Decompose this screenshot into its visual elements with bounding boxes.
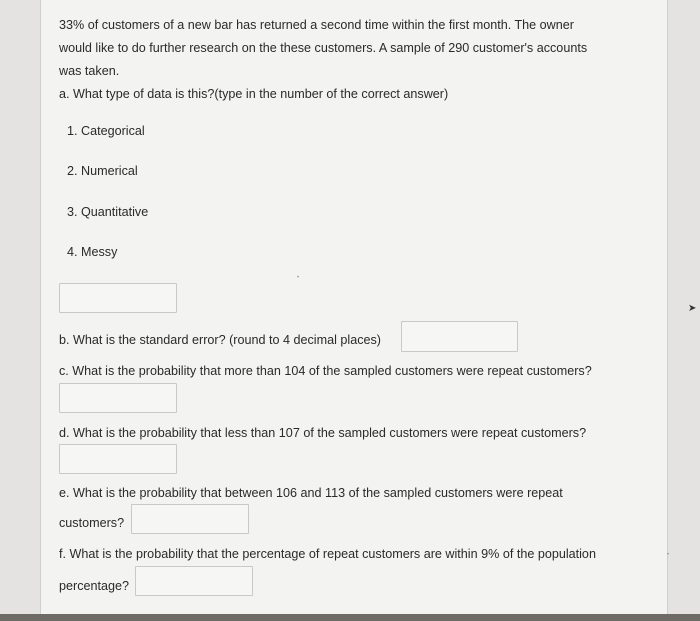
question-f-line-2: percentage?: [59, 579, 130, 593]
answer-d-input[interactable]: [59, 444, 177, 474]
answer-a-input[interactable]: [59, 283, 177, 313]
question-c-text: c. What is the probability that more than 104 of the sampled customers were repeat customers?: [59, 364, 592, 378]
question-d-text: d. What is the probability that less than 107 of the sampled customers were repeat customers?: [59, 426, 587, 440]
option-numerical: 2. Numerical: [67, 164, 138, 178]
bottom-bezel: [0, 614, 700, 621]
option-categorical: 1. Categorical: [67, 124, 145, 138]
answer-b-input[interactable]: [401, 321, 518, 352]
stray-dot-icon: •: [297, 275, 300, 281]
question-a-text: a. What type of data is this?(type in the number of the correct answer): [59, 87, 449, 101]
intro-line-2: would like to do further research on the these customers. A sample of 290 customer's accounts: [59, 41, 588, 55]
question-f-line-1: f. What is the probability that the percentage of repeat customers are within 9% of the population: [59, 547, 596, 561]
answer-c-input[interactable]: [59, 383, 177, 413]
question-e-line-2: customers?: [59, 516, 125, 530]
option-messy: 4. Messy: [67, 245, 118, 259]
question-intro: [59, 14, 587, 106]
intro-line-1: 33% of customers of a new bar has returned a second time within the first month. The owner: [59, 18, 574, 32]
question-e-line-1: e. What is the probability that between 106 and 113 of the sampled customers were repeat: [59, 486, 563, 500]
cursor-arrow-icon: ➤: [688, 303, 697, 314]
edge-dot-icon: •: [667, 552, 670, 558]
option-quantitative: 3. Quantitative: [67, 205, 149, 219]
answer-e-input[interactable]: [131, 504, 249, 534]
question-card: [40, 0, 668, 614]
question-b-text: b. What is the standard error? (round to 4 decimal places): [59, 333, 381, 347]
answer-f-input[interactable]: [135, 566, 253, 596]
intro-line-3: was taken.: [59, 64, 120, 78]
